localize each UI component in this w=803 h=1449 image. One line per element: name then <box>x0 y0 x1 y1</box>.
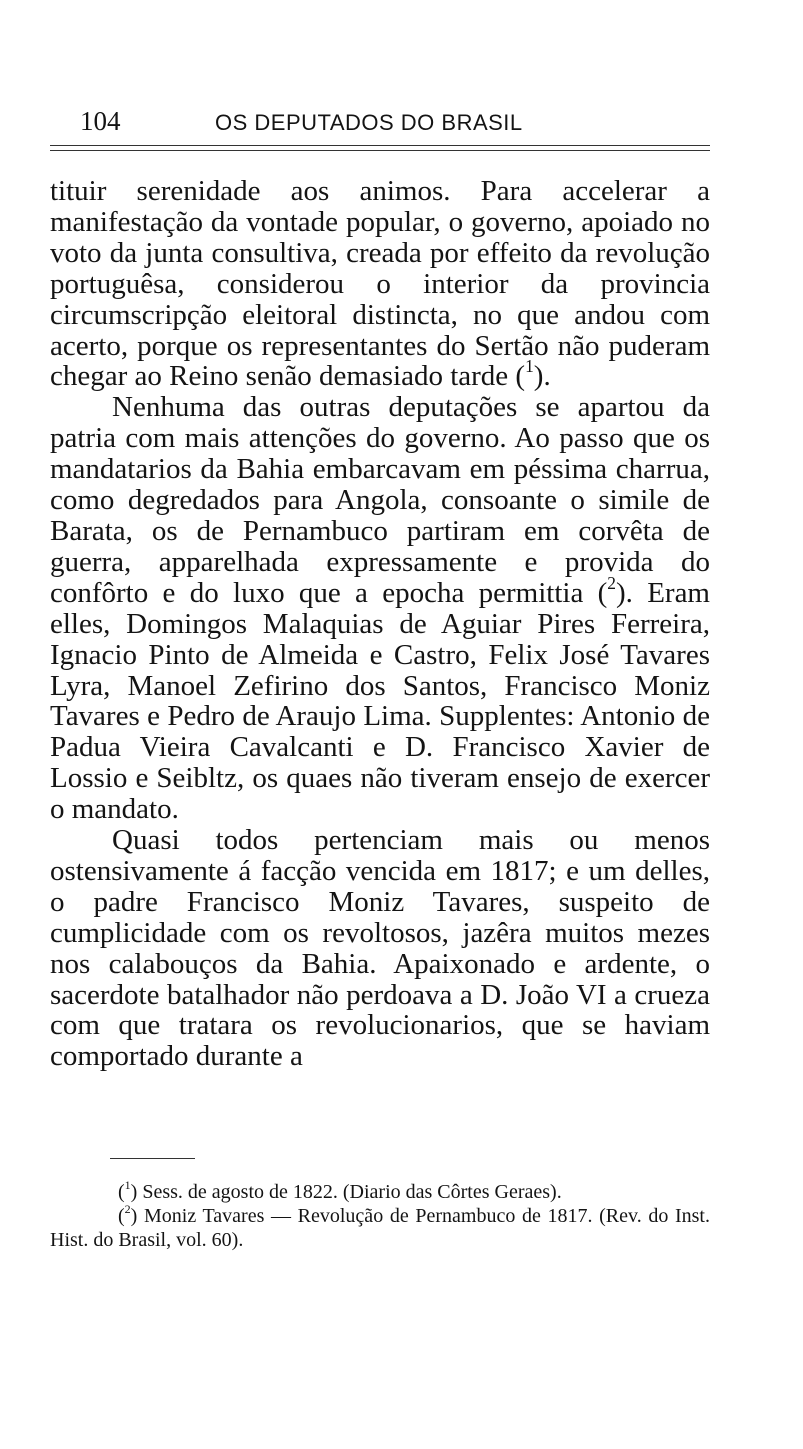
paragraph-3-text: Quasi todos pertenciam mais ou menos ostensivamente á facção vencida em 1817; e um delles, o padre Francisco Moniz Tavares, suspeito de cumplicidade com os revoltosos, jazêra muitos mezes nos calabouços da Bahia. Apaixonado e ardente, o sacerdote batalhador não perdoava a D. João VI a crueza com que tratara os revolucionarios, que se haviam comportado durante a <box>50 824 710 1073</box>
footnote-1-text: Sess. de agosto de 1822. (Diario das Côrtes Geraes). <box>142 1181 562 1203</box>
body-text <box>50 176 710 1072</box>
footnote-1: ($^1$) Sess. de agosto de 1822. (Diario das Côrtes Geraes). <box>118 1178 562 1203</box>
footnote-2-text: Moniz Tavares — Revolução de Pernambuco de 1817. (Rev. do Inst. Hist. do Brasil, vol. 60). <box>50 1205 710 1251</box>
paragraph-1-text: tituir serenidade aos animos. Para accelerar a manifestação da vontade popular, o governo, apoiado no voto da junta consultiva, creada por effeito da revolução portuguêsa, considerou o interior da provincia circumscripção eleitoral distincta, no que andou com acerto, porque os representantes do Sertão não puderam chegar ao Reino senão demasiado tarde ( <box>50 175 710 393</box>
footnote-1-number: 1 <box>124 1178 131 1192</box>
paragraph-1-end: ). <box>533 360 551 393</box>
paragraph-2-text-a: Nenhuma das outras deputações se apartou da patria com mais attenções do governo. Ao passo que os mandatarios da Bahia embarcavam em péssima charrua, como degredados para Angola, consoante o simile de Barata, os de Pernambuco partiram em corvêta de guerra, apparelhada expressamente e provida do confôrto e do luxo que a epocha permittia ( <box>50 391 710 609</box>
paragraph-2 <box>50 392 710 825</box>
footnote-ref-2: 2 <box>607 572 616 593</box>
footnote-2: ($^2$) Moniz Tavares — Revolução de Pernambuco de 1817. (Rev. do Inst. Hist. do Brasil, vol. 60). <box>50 1202 710 1251</box>
footnote-2-number: 2 <box>124 1202 131 1216</box>
paragraph-3 <box>50 825 710 1072</box>
footnotes <box>50 1180 710 1252</box>
footnote-ref-1: 1 <box>525 356 534 377</box>
page-number: 104 <box>80 106 121 136</box>
header-double-rule <box>50 145 710 151</box>
paragraph-1 <box>50 176 710 392</box>
paragraph-2-text-b: ). Eram elles, Domingos Malaquias de Aguiar Pires Ferreira, Ignacio Pinto de Almeida e Castro, Felix José Tavares Lyra, Manoel Zefirino dos Santos, Francisco Moniz Tavares e Pedro de Araujo Lima. Supplentes: Antonio de Padua Vieira Cavalcanti e D. Francisco Xavier de Lossio e Seibltz, os quaes não tiveram ensejo de exercer o mandato. <box>50 576 710 826</box>
page-header <box>50 103 710 143</box>
running-title: OS DEPUTADOS DO BRASIL <box>215 110 523 135</box>
footnote-separator <box>110 1158 195 1159</box>
